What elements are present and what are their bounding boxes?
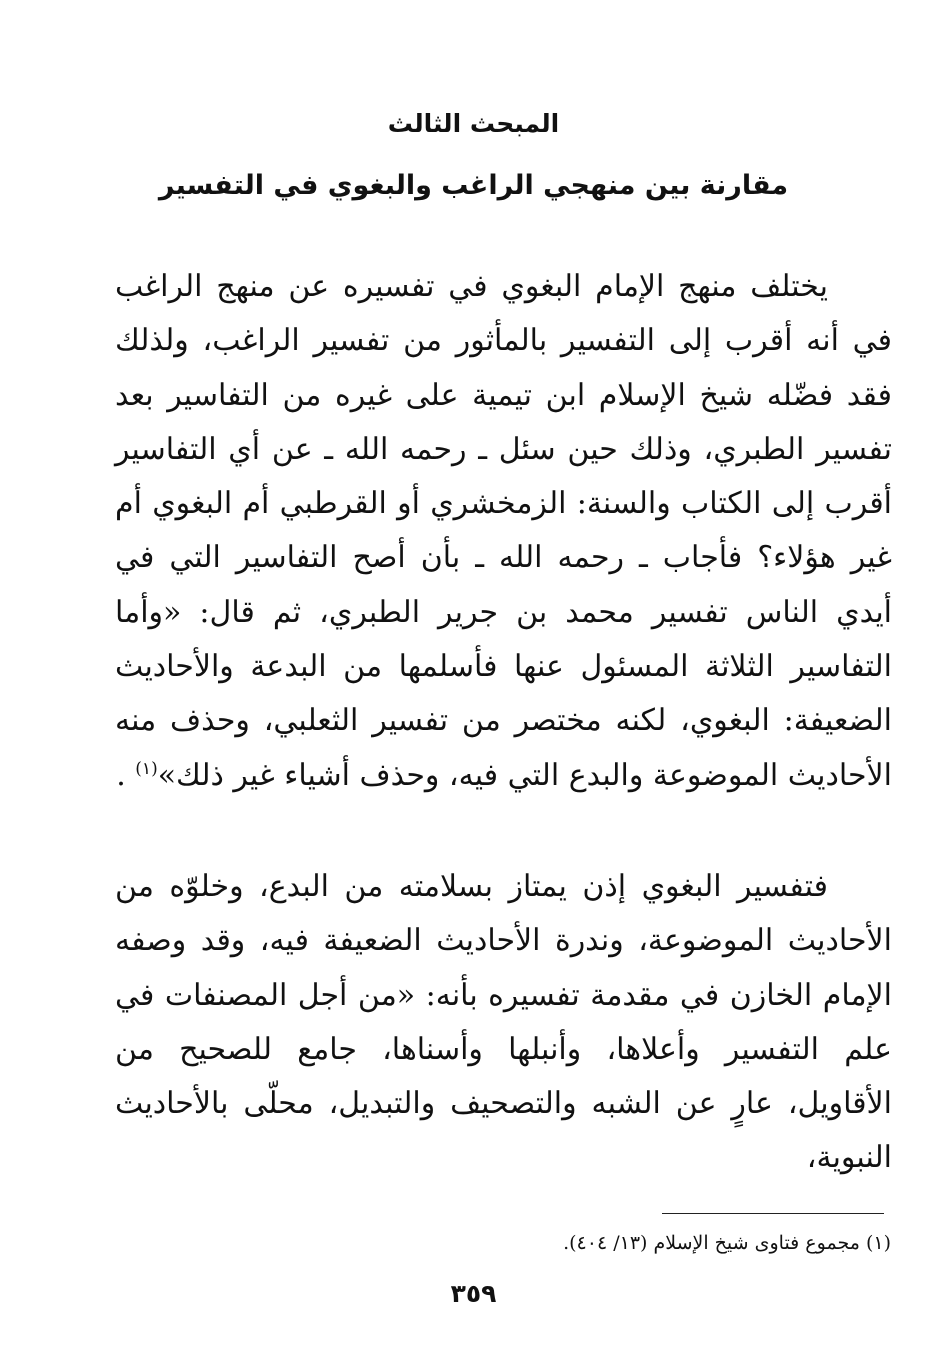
footnote-reference: (١) [135,758,158,779]
section-title: مقارنة بين منهجي الراغب والبغوي في التفسير [158,170,789,201]
footnote-separator [662,1213,884,1214]
footnote-marker: (١) [865,1232,891,1254]
paragraph-2-block [115,860,892,1186]
footnote-text: مجموع فتاوى شيخ الإسلام (١٣/ ٤٠٤). [563,1232,860,1254]
footnote [563,1228,891,1258]
section-label: المبحث الثالث [387,109,560,138]
paragraph-1-end: . [116,757,136,793]
paragraph-1-text: يختلف منهج الإمام البغوي في تفسيره عن منهج الراغب في أنه أقرب إلى التفسير بالمأثور من تفسير الراغب، ولذلك فقد فضّله شيخ الإسلام ابن تيمية على غيره من التفاسير بعد تفسير الطبري، وذلك حين سئل ـ رحمه الله ـ عن أي التفاسير أقرب إلى الكتاب والسنة: الزمخشري أو القرطبي أم البغوي أم غير هؤلاء؟ فأجاب ـ رحمه الله ـ بأن أصح التفاسير التي في أيدي الناس تفسير محمد بن جرير الطبري، ثم قال: «وأما التفاسير الثلاثة المسئول عنها فأسلمها من البدعة والأحاديث الضعيفة: البغوي، لكنه مختصر من تفسير الثعلبي، وحذف منه الأحاديث الموضوعة والبدع التي فيه، وحذف أشياء غير ذلك» [115,269,892,793]
paragraph-1 [115,260,892,803]
paragraph-1-block [115,260,892,803]
paragraph-2: فتفسير البغوي إذن يمتاز بسلامته من البدع، وخلوّه من الأحاديث الموضوعة، وندرة الأحاديث الضعيفة فيه، وقد وصفه الإمام الخازن في مقدمة تفسيره بأنه: «من أجل المصنفات في علم التفسير وأعلاها، وأنبلها وأسناها، جامع للصحيح من الأقاويل، عارٍ عن الشبه والتصحيف والتبديل، محلّى بالأحاديث النبوية، [115,869,892,1176]
page-number: ٣٥٩ [450,1279,497,1308]
